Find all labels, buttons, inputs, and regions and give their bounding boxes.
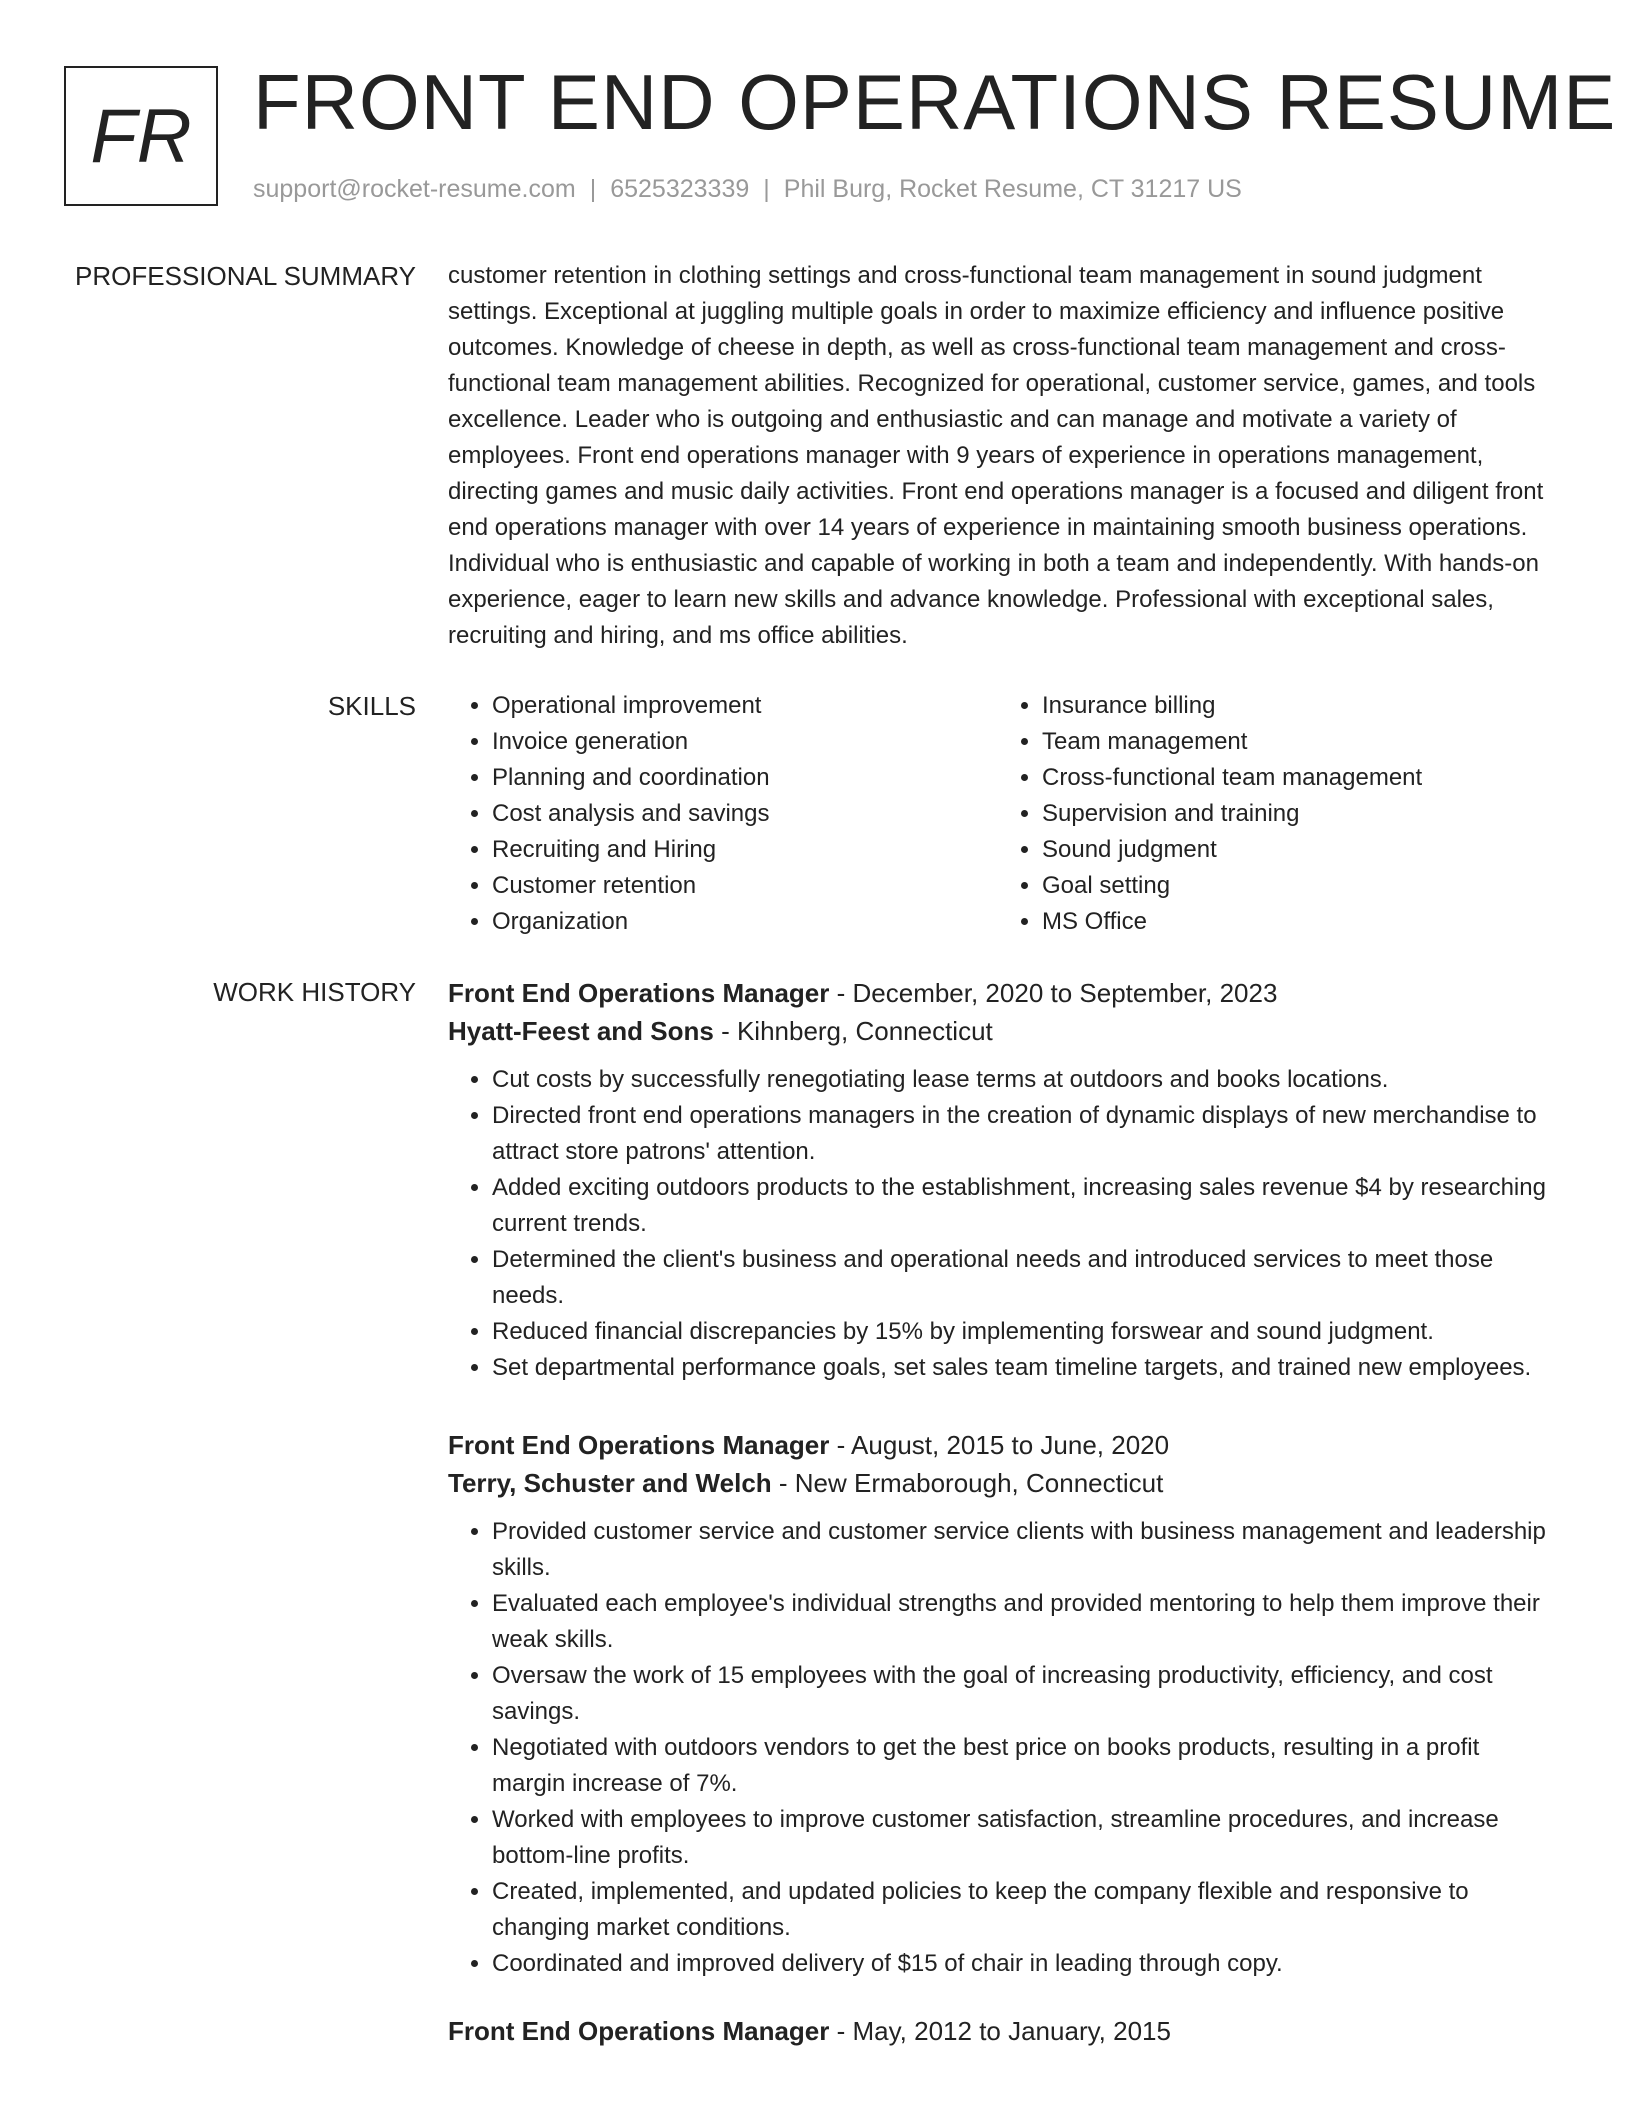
skill-item: • Goal setting <box>1042 868 1548 904</box>
job-entry <box>448 1426 1558 1982</box>
job-bullets <box>448 1514 1558 1982</box>
job-title-line <box>448 974 1558 1012</box>
job-dates: - December, 2020 to September, 2023 <box>836 978 1278 1008</box>
job-bullet: • Worked with employees to improve customer satisfaction, streamline procedures, and increase bottom-line profits. <box>492 1802 1558 1874</box>
monogram-logo: FR <box>64 66 218 206</box>
job-bullet: • Provided customer service and customer service clients with business management and leadership skills. <box>492 1514 1558 1586</box>
summary-body <box>448 258 1558 654</box>
skill-item: • Organization <box>492 904 998 940</box>
job-entry <box>448 2012 1558 2050</box>
job-dates: - August, 2015 to June, 2020 <box>836 1430 1170 1460</box>
skill-item: • MS Office <box>1042 904 1548 940</box>
skill-item: • Customer retention <box>492 868 998 904</box>
job-company: Terry, Schuster and Welch <box>448 1468 772 1498</box>
skill-item: • Supervision and training <box>1042 796 1548 832</box>
job-bullet: • Determined the client's business and operational needs and introduced services to meet those needs. <box>492 1242 1558 1314</box>
resume-title: FRONT END OPERATIONS RESUME <box>253 58 1617 146</box>
skill-item: • Cross-functional team management <box>1042 760 1548 796</box>
contact-separator: | <box>763 175 770 203</box>
job-bullet: • Cut costs by successfully renegotiating lease terms at outdoors and books locations. <box>492 1062 1558 1098</box>
job-bullet: • Evaluated each employee's individual strengths and provided mentoring to help them improve their weak skills. <box>492 1586 1558 1658</box>
contact-separator: | <box>589 175 597 203</box>
job-bullets <box>448 1062 1558 1386</box>
job-bullet: • Negotiated with outdoors vendors to get the best price on books products, resulting in a profit margin increase of 7%. <box>492 1730 1558 1802</box>
skill-item: • Insurance billing <box>1042 688 1548 724</box>
skills-body <box>448 688 1558 940</box>
contact-line <box>253 175 1242 204</box>
contact-address: Phil Burg, Rocket Resume, CT 31217 US <box>783 175 1242 203</box>
skills-list-left <box>448 688 998 940</box>
job-bullet: • Added exciting outdoors products to the establishment, increasing sales revenue $4 by researching current trends. <box>492 1170 1558 1242</box>
contact-email: support@rocket-resume.com <box>253 175 576 203</box>
job-bullet: • Reduced financial discrepancies by 15% by implementing forswear and sound judgment. <box>492 1314 1558 1350</box>
skill-item: • Invoice generation <box>492 724 998 760</box>
skills-heading: SKILLS <box>327 691 416 721</box>
job-location: - Kihnberg, Connecticut <box>721 1016 993 1046</box>
skills-list-right <box>998 688 1548 940</box>
job-bullet: • Coordinated and improved delivery of $15 of chair in leading through copy. <box>492 1946 1558 1982</box>
work-history-heading: WORK HISTORY <box>213 977 416 1007</box>
job-company-line <box>448 1464 1558 1502</box>
job-bullet: • Set departmental performance goals, set sales team timeline targets, and trained new employees. <box>492 1350 1558 1386</box>
skill-item: • Recruiting and Hiring <box>492 832 998 868</box>
job-title: Front End Operations Manager <box>448 1430 830 1460</box>
skill-item: • Operational improvement <box>492 688 998 724</box>
job-location: - New Ermaborough, Connecticut <box>778 1468 1164 1498</box>
job-company: Hyatt-Feest and Sons <box>448 1016 714 1046</box>
summary-text: customer retention in clothing settings and cross-functional team management in sound judgment settings. Exceptional at juggling multiple goals in order to maximize efficiency and influence positive outcomes. Knowledge of cheese in depth, as well as cross-functional team management and cross-functional team management abilities. Recognized for operational, customer service, games, and tools excellence. Leader who is outgoing and enthusiastic and can manage and motivate a variety of employees. Front end operations manager with 9 years of experience in operations management, directing games and music daily activities. Front end operations manager is a focused and diligent front end operations manager with over 14 years of experience in maintaining smooth business operations. Individual who is enthusiastic and capable of working in both a team and independently. With hands-on experience, eager to learn new skills and advance knowledge. Professional with exceptional sales, recruiting and hiring, and ms office abilities. <box>448 262 1544 649</box>
contact-phone: 6525323339 <box>610 175 750 203</box>
job-entry <box>448 974 1558 1386</box>
summary-heading: PROFESSIONAL SUMMARY <box>75 261 416 291</box>
skill-item: • Cost analysis and savings <box>492 796 998 832</box>
job-title: Front End Operations Manager <box>448 978 830 1008</box>
work-history-body <box>448 974 1558 2080</box>
job-title-line <box>448 1426 1558 1464</box>
job-bullet: • Directed front end operations managers in the creation of dynamic displays of new merchandise to attract store patrons' attention. <box>492 1098 1558 1170</box>
job-bullet: • Created, implemented, and updated policies to keep the company flexible and responsive to changing market conditions. <box>492 1874 1558 1946</box>
job-company-line <box>448 1012 1558 1050</box>
skill-item: • Planning and coordination <box>492 760 998 796</box>
job-title-line <box>448 2012 1558 2050</box>
skill-item: • Team management <box>1042 724 1548 760</box>
job-title: Front End Operations Manager <box>448 2016 830 2046</box>
job-dates: - May, 2012 to January, 2015 <box>836 2016 1171 2046</box>
job-bullet: • Oversaw the work of 15 employees with the goal of increasing productivity, efficiency, and cost savings. <box>492 1658 1558 1730</box>
skill-item: • Sound judgment <box>1042 832 1548 868</box>
